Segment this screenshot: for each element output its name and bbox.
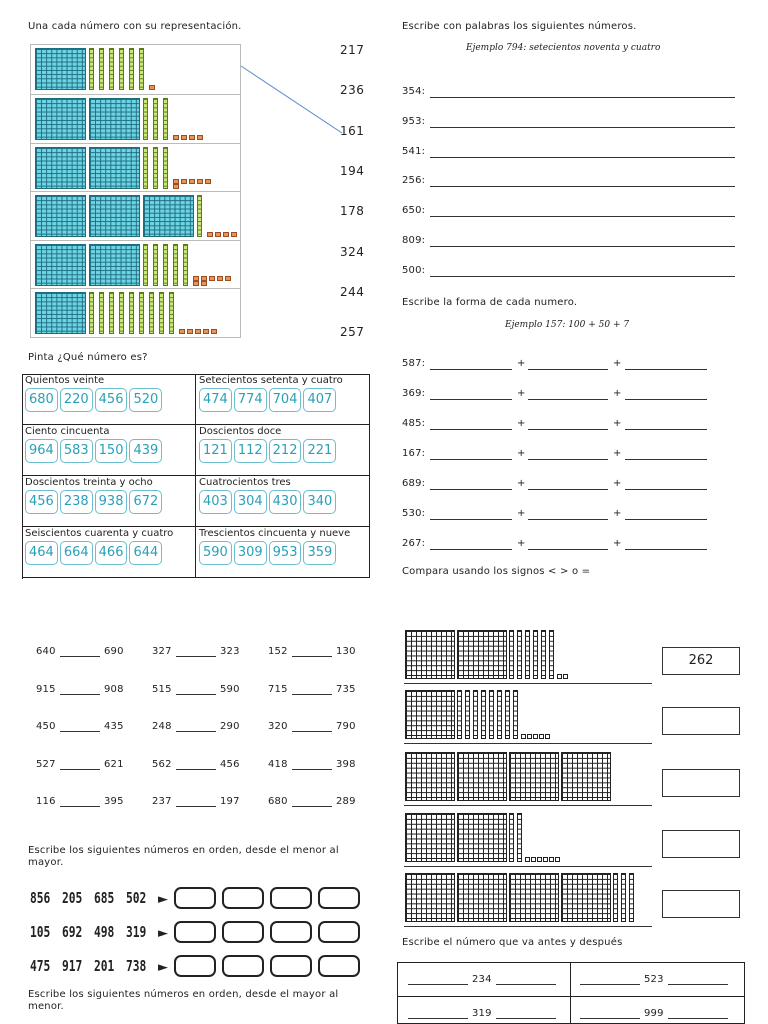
- forms-title: Escribe la forma de cada numero.: [402, 297, 578, 308]
- before-blank[interactable]: [408, 984, 468, 985]
- after-blank[interactable]: [496, 984, 556, 985]
- ten-rod: [621, 873, 626, 922]
- unit-cube: [549, 857, 554, 862]
- bw-block-row: [405, 873, 637, 922]
- plus-sign: +: [613, 478, 622, 489]
- plus-sign: +: [517, 508, 526, 519]
- compare-sign-blank[interactable]: [176, 656, 216, 657]
- compare-sign-blank[interactable]: [176, 694, 216, 695]
- match-number: 178: [340, 204, 365, 219]
- ten-rod: [517, 630, 522, 679]
- compare-left-number: 152: [268, 646, 288, 657]
- paint-cell: [196, 374, 370, 425]
- plus-sign: +: [613, 418, 622, 429]
- number-option[interactable]: 359: [303, 541, 336, 565]
- compare-sign-blank[interactable]: [176, 806, 216, 807]
- number-option[interactable]: 672: [129, 490, 162, 514]
- words-item-label: 541:: [402, 145, 426, 157]
- paint-cell-label: Doscientos doce: [199, 426, 282, 437]
- order-number: 685: [94, 888, 115, 907]
- forms-units-line[interactable]: [625, 549, 707, 550]
- hundred-block: [457, 752, 507, 801]
- compare-left-number: 915: [36, 683, 56, 695]
- order-number: 201: [94, 956, 115, 975]
- paint-cell: [22, 527, 196, 578]
- bw-row-divider: [404, 805, 652, 806]
- paint-cell-label: Cuatrocientos tres: [199, 477, 291, 488]
- compare-right-number: 323: [220, 646, 240, 657]
- hundred-block: [405, 813, 455, 862]
- compare-right-number: 908: [104, 683, 124, 695]
- order-number: 475: [30, 956, 51, 975]
- after-blank[interactable]: [668, 1018, 728, 1019]
- order-number: 856: [30, 888, 51, 907]
- number-option[interactable]: 680: [25, 388, 58, 412]
- compare-sign-blank[interactable]: [292, 731, 332, 732]
- order-number: 319: [126, 922, 147, 941]
- forms-units-line[interactable]: [625, 489, 707, 490]
- before-after-table: [397, 962, 745, 1024]
- words-item-label: 953:: [402, 115, 426, 127]
- before-after-title: Escribe el número que va antes y después: [402, 937, 623, 948]
- paint-cell: [22, 425, 196, 476]
- unit-group: [557, 674, 569, 679]
- plus-sign: +: [517, 448, 526, 459]
- ten-rod: [509, 630, 514, 679]
- unit-cube: [557, 674, 562, 679]
- match-number: 236: [340, 83, 365, 98]
- compare-left-number: 527: [36, 758, 56, 770]
- plus-sign: +: [517, 538, 526, 549]
- compare-left-number: 640: [36, 646, 56, 657]
- order-answer-box[interactable]: [318, 887, 360, 909]
- hundred-block: [457, 813, 507, 862]
- number-option[interactable]: 456: [95, 388, 128, 412]
- forms-units-line[interactable]: [625, 519, 707, 520]
- hundred-block: [405, 873, 455, 922]
- number-option[interactable]: 340: [303, 490, 336, 514]
- compare-sign-blank[interactable]: [60, 694, 100, 695]
- plus-sign: +: [517, 418, 526, 429]
- forms-item-label: 485:: [402, 418, 426, 429]
- paint-cell: [196, 476, 370, 527]
- forms-hundreds-line[interactable]: [430, 459, 512, 460]
- before-after-divider: [570, 962, 571, 1024]
- order-number: 738: [126, 956, 147, 975]
- ten-rod: [489, 690, 494, 739]
- number-option[interactable]: 938: [95, 490, 128, 514]
- paint-options: [25, 388, 192, 412]
- order-answer-box[interactable]: [270, 955, 312, 977]
- compare-left-number: 450: [36, 721, 56, 732]
- number-option[interactable]: 953: [269, 541, 302, 565]
- arrow-icon: ►: [158, 959, 168, 975]
- number-option[interactable]: 774: [234, 388, 267, 412]
- compare-sign-blank[interactable]: [176, 731, 216, 732]
- number-option[interactable]: 221: [303, 439, 336, 463]
- words-item-label: 256:: [402, 175, 426, 187]
- before-blank[interactable]: [408, 1018, 468, 1019]
- forms-units-line[interactable]: [625, 399, 707, 400]
- paint-cell: [22, 374, 196, 425]
- compare-right-number: 130: [336, 646, 356, 657]
- number-option[interactable]: 304: [234, 490, 267, 514]
- paint-options: [199, 541, 366, 565]
- ten-rod: [481, 690, 486, 739]
- compare-left-number: 320: [268, 721, 288, 732]
- match-number: 257: [340, 325, 365, 340]
- number-option[interactable]: 704: [269, 388, 302, 412]
- bw-row-divider: [404, 743, 652, 744]
- number-option[interactable]: 238: [60, 490, 93, 514]
- unit-group: [525, 857, 547, 862]
- compare-title: Compara usando los signos < > o =: [402, 566, 591, 577]
- unit-cube: [539, 734, 544, 739]
- paint-cell-label: Doscientos treinta y ocho: [25, 477, 153, 488]
- ten-rod: [513, 690, 518, 739]
- number-option[interactable]: 964: [25, 439, 58, 463]
- forms-item-label: 267:: [402, 538, 426, 549]
- words-item-label: 500:: [402, 264, 426, 276]
- unit-cube: [531, 857, 536, 862]
- forms-example: Ejemplo 157: 100 + 50 + 7: [505, 320, 630, 330]
- words-item-label: 354:: [402, 86, 426, 97]
- forms-tens-line[interactable]: [528, 429, 608, 430]
- unit-cube: [563, 674, 568, 679]
- words-answer-line[interactable]: [430, 246, 735, 247]
- hundred-block: [405, 630, 455, 679]
- order-row: [30, 887, 370, 909]
- words-answer-line[interactable]: [430, 276, 735, 277]
- number-option[interactable]: 150: [95, 439, 128, 463]
- forms-hundreds-line[interactable]: [430, 489, 512, 490]
- hundred-block: [405, 752, 455, 801]
- bw-answer-box[interactable]: 262: [662, 647, 740, 675]
- number-option[interactable]: 583: [60, 439, 93, 463]
- plus-sign: +: [613, 388, 622, 399]
- compare-right-number: 690: [104, 646, 124, 657]
- number-option[interactable]: 464: [25, 541, 58, 565]
- bw-answer-box[interactable]: [662, 707, 740, 735]
- words-item-label: 650:: [402, 205, 426, 217]
- order-answer-box[interactable]: [174, 955, 216, 977]
- paint-options: [25, 490, 192, 514]
- plus-sign: +: [613, 538, 622, 549]
- forms-hundreds-line[interactable]: [430, 369, 512, 370]
- hundred-block: [509, 752, 559, 801]
- order-answer-box[interactable]: [270, 887, 312, 909]
- arrow-icon: ►: [158, 925, 168, 941]
- number-option[interactable]: 430: [269, 490, 302, 514]
- order-desc-title: Escribe los siguientes números en orden, desde el mayor al menor.: [28, 989, 339, 1012]
- hundred-block: [561, 752, 611, 801]
- compare-left-number: 418: [268, 758, 288, 770]
- compare-sign-blank[interactable]: [60, 769, 100, 770]
- forms-tens-line[interactable]: [528, 549, 608, 550]
- before-after-number: 999: [644, 1008, 664, 1019]
- order-number: 502: [126, 888, 147, 907]
- bw-row-divider: [404, 926, 652, 927]
- unit-cube: [537, 857, 542, 862]
- forms-tens-line[interactable]: [528, 399, 608, 400]
- paint-title: Pinta ¿Qué número es?: [28, 352, 148, 363]
- ten-rod: [497, 690, 502, 739]
- number-option[interactable]: 520: [129, 388, 162, 412]
- after-blank[interactable]: [668, 984, 728, 985]
- match-number: 244: [340, 284, 365, 299]
- words-answer-line[interactable]: [430, 127, 735, 128]
- number-option[interactable]: 212: [269, 439, 302, 463]
- words-title: Escribe con palabras los siguientes números.: [402, 21, 637, 32]
- plus-sign: +: [517, 478, 526, 489]
- compare-right-number: 435: [104, 721, 124, 732]
- unit-group: [521, 734, 543, 739]
- before-blank[interactable]: [580, 984, 640, 985]
- bw-row-divider: [404, 866, 652, 867]
- ten-rod: [533, 630, 538, 679]
- number-option[interactable]: 644: [129, 541, 162, 565]
- compare-left-number: 562: [152, 758, 172, 770]
- arrow-icon: ►: [158, 891, 168, 907]
- bw-answer-box[interactable]: [662, 830, 740, 858]
- compare-right-number: 456: [220, 758, 240, 770]
- paint-cell-label: Setecientos setenta y cuatro: [199, 375, 343, 386]
- match-number: 324: [340, 244, 365, 259]
- paint-cell: [22, 476, 196, 527]
- number-option[interactable]: 474: [199, 388, 232, 412]
- compare-sign-blank[interactable]: [60, 656, 100, 657]
- order-answer-box[interactable]: [174, 921, 216, 943]
- forms-item-label: 587:: [402, 358, 426, 369]
- paint-cell: [196, 527, 370, 578]
- forms-tens-line[interactable]: [528, 519, 608, 520]
- forms-units-line[interactable]: [625, 369, 707, 370]
- before-after-number: 319: [472, 1008, 492, 1019]
- bw-block-row: [405, 813, 547, 862]
- order-row: [30, 955, 370, 977]
- ten-rod: [465, 690, 470, 739]
- number-option[interactable]: 456: [25, 490, 58, 514]
- compare-left-number: 680: [268, 796, 288, 807]
- ten-rod: [505, 690, 510, 739]
- order-number: 105: [30, 922, 51, 941]
- compare-sign-blank[interactable]: [60, 731, 100, 732]
- compare-left-number: 515: [152, 683, 172, 695]
- order-answer-box[interactable]: [270, 921, 312, 943]
- compare-sign-blank[interactable]: [60, 806, 100, 807]
- number-option[interactable]: 403: [199, 490, 232, 514]
- bw-row-divider: [404, 683, 652, 684]
- compare-sign-blank[interactable]: [292, 806, 332, 807]
- order-number: 498: [94, 922, 115, 941]
- number-option[interactable]: 121: [199, 439, 232, 463]
- plus-sign: +: [517, 358, 526, 369]
- ten-rod: [541, 630, 546, 679]
- words-answer-line[interactable]: [430, 186, 735, 187]
- before-after-row-divider: [397, 996, 745, 997]
- hundred-block: [509, 873, 559, 922]
- order-asc-title: Escribe los siguientes números en orden, desde el menor al mayor.: [28, 845, 339, 868]
- compare-right-number: 735: [336, 683, 356, 695]
- before-after-number: 234: [472, 974, 492, 985]
- ten-rod: [629, 873, 634, 922]
- words-answer-line[interactable]: [430, 97, 735, 98]
- forms-item-label: 689:: [402, 478, 426, 489]
- order-answer-box[interactable]: [222, 955, 264, 977]
- ten-rod: [473, 690, 478, 739]
- forms-hundreds-line[interactable]: [430, 429, 512, 430]
- order-row: [30, 921, 370, 943]
- order-number: 917: [62, 956, 83, 975]
- words-item-label: 809:: [402, 235, 426, 246]
- ten-rod: [549, 630, 554, 679]
- number-option[interactable]: 220: [60, 388, 93, 412]
- unit-cube: [533, 734, 538, 739]
- compare-left-number: 237: [152, 796, 172, 807]
- after-blank[interactable]: [496, 1018, 556, 1019]
- order-answer-box[interactable]: [222, 887, 264, 909]
- compare-right-number: 289: [336, 796, 356, 807]
- compare-left-number: 116: [36, 796, 56, 807]
- forms-units-line[interactable]: [625, 429, 707, 430]
- unit-cube: [525, 857, 530, 862]
- hundred-block: [457, 873, 507, 922]
- forms-hundreds-line[interactable]: [430, 519, 512, 520]
- match-number: 194: [340, 163, 365, 178]
- bw-block-row: [405, 690, 543, 739]
- unit-cube: [527, 734, 532, 739]
- number-option[interactable]: 309: [234, 541, 267, 565]
- forms-hundreds-line[interactable]: [430, 399, 512, 400]
- compare-right-number: 790: [336, 721, 356, 732]
- before-after-number: 523: [644, 974, 664, 985]
- words-answer-line[interactable]: [430, 216, 735, 217]
- ten-rod: [517, 813, 522, 862]
- unit-cube: [521, 734, 526, 739]
- number-option[interactable]: 439: [129, 439, 162, 463]
- forms-item-label: 167:: [402, 448, 426, 459]
- compare-sign-blank[interactable]: [292, 769, 332, 770]
- compare-sign-blank[interactable]: [176, 769, 216, 770]
- compare-right-number: 197: [220, 796, 240, 807]
- unit-cube: [555, 857, 560, 862]
- number-option[interactable]: 407: [303, 388, 336, 412]
- paint-options: [199, 388, 366, 412]
- match-number: 161: [340, 123, 365, 138]
- words-answer-line[interactable]: [430, 157, 735, 158]
- ten-rod: [457, 690, 462, 739]
- forms-item-label: 530:: [402, 508, 426, 519]
- number-option[interactable]: 664: [60, 541, 93, 565]
- order-number: 692: [62, 922, 83, 941]
- paint-options: [25, 541, 192, 565]
- hundred-block: [457, 630, 507, 679]
- ten-rod: [525, 630, 530, 679]
- paint-options: [25, 439, 192, 463]
- number-option[interactable]: 590: [199, 541, 232, 565]
- compare-right-number: 590: [220, 683, 240, 695]
- forms-tens-line[interactable]: [528, 459, 608, 460]
- hundred-block: [561, 873, 611, 922]
- forms-item-label: 369:: [402, 388, 426, 399]
- order-number: 205: [62, 888, 83, 907]
- unit-cube: [543, 857, 548, 862]
- plus-sign: +: [613, 448, 622, 459]
- compare-left-number: 715: [268, 683, 288, 695]
- ten-rod: [613, 873, 618, 922]
- paint-cell-label: Seiscientos cuarenta y cuatro: [25, 528, 174, 539]
- compare-left-number: 248: [152, 721, 172, 732]
- plus-sign: +: [613, 508, 622, 519]
- compare-right-number: 398: [336, 758, 356, 770]
- forms-units-line[interactable]: [625, 459, 707, 460]
- match-number: 217: [340, 43, 365, 57]
- paint-options: [199, 439, 366, 463]
- paint-options: [199, 490, 366, 514]
- plus-sign: +: [613, 358, 622, 369]
- match-title: Una cada número con su representación.: [28, 21, 242, 32]
- words-example: Ejemplo 794: setecientos noventa y cuatro: [466, 43, 661, 53]
- unit-cube: [545, 734, 550, 739]
- compare-right-number: 395: [104, 796, 124, 807]
- order-answer-box[interactable]: [318, 955, 360, 977]
- hundred-block: [405, 690, 455, 739]
- order-answer-box[interactable]: [222, 921, 264, 943]
- forms-tens-line[interactable]: [528, 489, 608, 490]
- number-option[interactable]: 466: [95, 541, 128, 565]
- paint-cell: [196, 425, 370, 476]
- bw-block-row: [405, 752, 613, 801]
- compare-right-number: 290: [220, 721, 240, 732]
- paint-cell-label: Quientos veinte: [25, 375, 105, 386]
- plus-sign: +: [517, 388, 526, 399]
- compare-right-number: 621: [104, 758, 124, 770]
- compare-sign-blank[interactable]: [292, 656, 332, 657]
- ten-rod: [509, 813, 514, 862]
- bw-block-row: [405, 630, 569, 679]
- paint-cell-label: Trescientos cincuenta y nueve: [199, 528, 351, 539]
- compare-sign-blank[interactable]: [292, 694, 332, 695]
- paint-cell-label: Ciento cincuenta: [25, 426, 110, 437]
- before-blank[interactable]: [580, 1018, 640, 1019]
- order-answer-box[interactable]: [318, 921, 360, 943]
- order-answer-box[interactable]: [174, 887, 216, 909]
- bw-answer-box[interactable]: [662, 890, 740, 918]
- forms-tens-line[interactable]: [528, 369, 608, 370]
- compare-left-number: 327: [152, 646, 172, 657]
- bw-answer-box[interactable]: [662, 769, 740, 797]
- forms-hundreds-line[interactable]: [430, 549, 512, 550]
- number-option[interactable]: 112: [234, 439, 267, 463]
